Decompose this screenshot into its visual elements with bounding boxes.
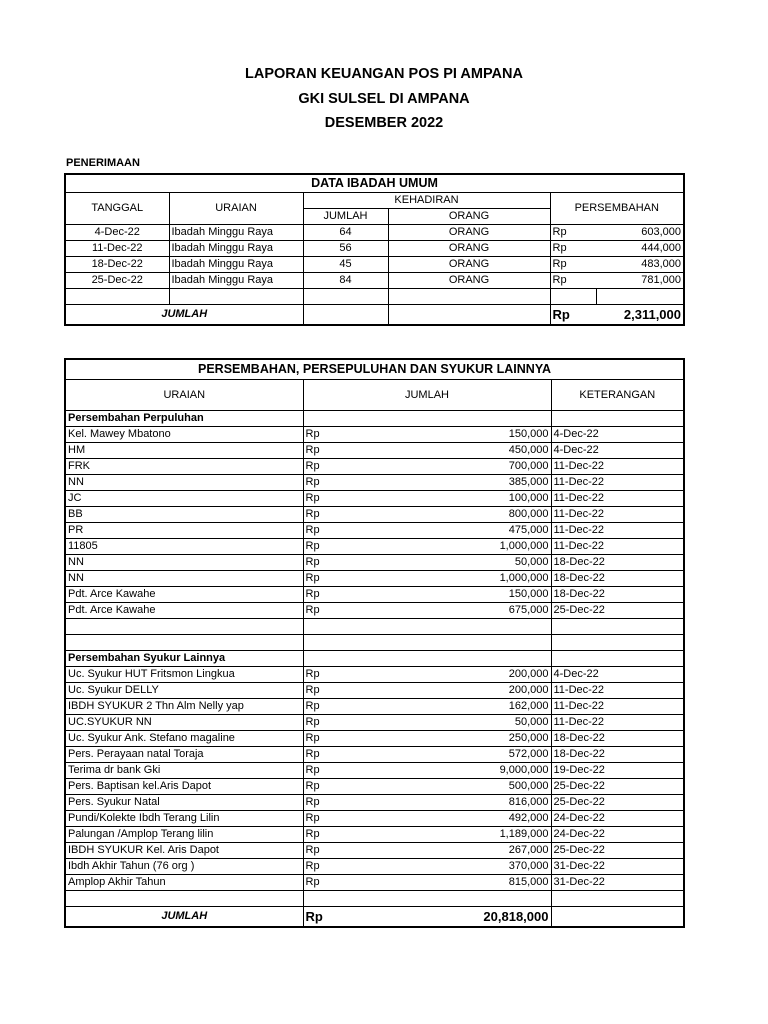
- row-rp: Rp: [303, 859, 433, 875]
- row-keterangan: 18-Dec-22: [551, 747, 684, 763]
- row-amount: 1,000,000: [433, 571, 551, 587]
- report-title-line1: LAPORAN KEUANGAN POS PI AMPANA: [245, 66, 523, 82]
- ibadah-uraian: Ibadah Minggu Raya: [169, 241, 303, 257]
- persembahan-row: [65, 811, 684, 827]
- ibadah-header-row: [65, 193, 684, 209]
- row-amount: 815,000: [433, 875, 551, 891]
- row-uraian: NN: [65, 555, 303, 571]
- row-amount: 450,000: [433, 443, 551, 459]
- row-uraian: IBDH SYUKUR Kel. Aris Dapot: [65, 843, 303, 859]
- row-rp: Rp: [303, 475, 433, 491]
- row-uraian: UC.SYUKUR NN: [65, 715, 303, 731]
- row-keterangan: 11-Dec-22: [551, 507, 684, 523]
- persembahan-row: [65, 699, 684, 715]
- row-keterangan: 25-Dec-22: [551, 779, 684, 795]
- ibadah-row: [65, 225, 684, 241]
- row-uraian: IBDH SYUKUR 2 Thn Alm Nelly yap: [65, 699, 303, 715]
- ibadah-title: DATA IBADAH UMUM: [65, 174, 684, 193]
- row-amount: 500,000: [433, 779, 551, 795]
- row-amount: 1,189,000: [433, 827, 551, 843]
- row-keterangan: 31-Dec-22: [551, 875, 684, 891]
- persembahan-row: [65, 475, 684, 491]
- row-rp: Rp: [303, 715, 433, 731]
- row-keterangan: 18-Dec-22: [551, 731, 684, 747]
- persembahan-table: [64, 358, 685, 928]
- row-amount: 700,000: [433, 459, 551, 475]
- row-keterangan: 4-Dec-22: [551, 427, 684, 443]
- row-keterangan: 11-Dec-22: [551, 715, 684, 731]
- col-tanggal: TANGGAL: [65, 193, 169, 225]
- report-title-line3: DESEMBER 2022: [324, 115, 444, 131]
- ibadah-tanggal: 4-Dec-22: [65, 225, 169, 241]
- row-rp: Rp: [303, 427, 433, 443]
- ibadah-total-label: JUMLAH: [65, 305, 303, 326]
- ibadah-amount: 444,000: [596, 241, 684, 257]
- section1-label-row: [65, 411, 684, 427]
- persembahan-title: PERSEMBAHAN, PERSEPULUHAN DAN SYUKUR LAINNYA: [65, 359, 684, 380]
- row-amount: 475,000: [433, 523, 551, 539]
- ibadah-empty-row: [65, 289, 684, 305]
- penerimaan-label: PENERIMAAN: [66, 157, 140, 169]
- row-keterangan: 18-Dec-22: [551, 587, 684, 603]
- persembahan-row: [65, 763, 684, 779]
- col-jumlah-2: JUMLAH: [303, 380, 551, 411]
- row-rp: Rp: [303, 523, 433, 539]
- row-keterangan: 31-Dec-22: [551, 859, 684, 875]
- row-rp: Rp: [303, 811, 433, 827]
- persembahan-row: [65, 875, 684, 891]
- empty-row: [65, 619, 684, 635]
- row-rp: Rp: [303, 491, 433, 507]
- ibadah-tanggal: 18-Dec-22: [65, 257, 169, 273]
- ibadah-orang: ORANG: [388, 257, 550, 273]
- row-rp: Rp: [303, 507, 433, 523]
- row-amount: 816,000: [433, 795, 551, 811]
- row-uraian: Pers. Baptisan kel.Aris Dapot: [65, 779, 303, 795]
- row-amount: 250,000: [433, 731, 551, 747]
- row-rp: Rp: [303, 443, 433, 459]
- row-keterangan: 24-Dec-22: [551, 827, 684, 843]
- row-keterangan: 11-Dec-22: [551, 683, 684, 699]
- row-amount: 800,000: [433, 507, 551, 523]
- persembahan-row: [65, 827, 684, 843]
- persembahan-row: [65, 731, 684, 747]
- col-uraian-2: URAIAN: [65, 380, 303, 411]
- persembahan-total-amount: 20,818,000: [433, 907, 551, 928]
- persembahan-row: [65, 843, 684, 859]
- row-amount: 50,000: [433, 715, 551, 731]
- persembahan-row: [65, 523, 684, 539]
- row-keterangan: 18-Dec-22: [551, 555, 684, 571]
- section1-label: Persembahan Perpuluhan: [65, 411, 303, 427]
- row-amount: 50,000: [433, 555, 551, 571]
- row-uraian: PR: [65, 523, 303, 539]
- persembahan-row: [65, 859, 684, 875]
- row-uraian: Pdt. Arce Kawahe: [65, 587, 303, 603]
- row-uraian: NN: [65, 571, 303, 587]
- row-keterangan: 11-Dec-22: [551, 475, 684, 491]
- row-rp: Rp: [303, 699, 433, 715]
- row-amount: 267,000: [433, 843, 551, 859]
- ibadah-row: [65, 257, 684, 273]
- col-uraian: URAIAN: [169, 193, 303, 225]
- persembahan-row: [65, 571, 684, 587]
- ibadah-rp: Rp: [550, 257, 596, 273]
- persembahan-row: [65, 683, 684, 699]
- row-uraian: Amplop Akhir Tahun: [65, 875, 303, 891]
- row-rp: Rp: [303, 779, 433, 795]
- row-keterangan: 18-Dec-22: [551, 571, 684, 587]
- ibadah-uraian: Ibadah Minggu Raya: [169, 257, 303, 273]
- empty-row: [65, 891, 684, 907]
- row-uraian: 11805: [65, 539, 303, 555]
- persembahan-total-row: [65, 907, 684, 928]
- row-rp: Rp: [303, 667, 433, 683]
- ibadah-amount: 781,000: [596, 273, 684, 289]
- row-keterangan: 11-Dec-22: [551, 539, 684, 555]
- row-amount: 150,000: [433, 587, 551, 603]
- row-rp: Rp: [303, 539, 433, 555]
- row-amount: 162,000: [433, 699, 551, 715]
- row-amount: 492,000: [433, 811, 551, 827]
- persembahan-total-rp: Rp: [303, 907, 433, 928]
- ibadah-row: [65, 273, 684, 289]
- row-keterangan: 4-Dec-22: [551, 667, 684, 683]
- ibadah-total-amount: 2,311,000: [596, 305, 684, 326]
- ibadah-jumlah: 56: [303, 241, 388, 257]
- persembahan-row: [65, 747, 684, 763]
- row-rp: Rp: [303, 731, 433, 747]
- row-uraian: Pers. Syukur Natal: [65, 795, 303, 811]
- row-amount: 572,000: [433, 747, 551, 763]
- col-persembahan: PERSEMBAHAN: [550, 193, 684, 225]
- ibadah-uraian: Ibadah Minggu Raya: [169, 225, 303, 241]
- row-rp: Rp: [303, 683, 433, 699]
- row-rp: Rp: [303, 459, 433, 475]
- persembahan-row: [65, 779, 684, 795]
- col-keterangan: KETERANGAN: [551, 380, 684, 411]
- row-uraian: Uc. Syukur HUT Fritsmon Lingkua: [65, 667, 303, 683]
- ibadah-rp: Rp: [550, 225, 596, 241]
- row-keterangan: 4-Dec-22: [551, 443, 684, 459]
- section2-label: Persembahan Syukur Lainnya: [65, 651, 303, 667]
- persembahan-row: [65, 715, 684, 731]
- row-rp: Rp: [303, 571, 433, 587]
- row-keterangan: 11-Dec-22: [551, 523, 684, 539]
- row-keterangan: 11-Dec-22: [551, 459, 684, 475]
- row-uraian: Pers. Perayaan natal Toraja: [65, 747, 303, 763]
- row-rp: Rp: [303, 843, 433, 859]
- row-uraian: Uc. Syukur Ank. Stefano magaline: [65, 731, 303, 747]
- ibadah-row: [65, 241, 684, 257]
- row-keterangan: 19-Dec-22: [551, 763, 684, 779]
- persembahan-title-row: [65, 359, 684, 380]
- persembahan-row: [65, 667, 684, 683]
- col-kehadiran: KEHADIRAN: [303, 193, 550, 209]
- report-title-line2: GKI SULSEL DI AMPANA: [298, 91, 470, 107]
- row-rp: Rp: [303, 587, 433, 603]
- ibadah-orang: ORANG: [388, 273, 550, 289]
- row-uraian: JC: [65, 491, 303, 507]
- row-uraian: Uc. Syukur DELLY: [65, 683, 303, 699]
- row-uraian: Pdt. Arce Kawahe: [65, 603, 303, 619]
- persembahan-row: [65, 795, 684, 811]
- persembahan-row: [65, 555, 684, 571]
- persembahan-row: [65, 539, 684, 555]
- row-rp: Rp: [303, 555, 433, 571]
- section2-label-row: [65, 651, 684, 667]
- ibadah-amount: 603,000: [596, 225, 684, 241]
- row-amount: 200,000: [433, 683, 551, 699]
- ibadah-uraian: Ibadah Minggu Raya: [169, 273, 303, 289]
- persembahan-row: [65, 459, 684, 475]
- row-amount: 385,000: [433, 475, 551, 491]
- ibadah-orang: ORANG: [388, 241, 550, 257]
- row-amount: 9,000,000: [433, 763, 551, 779]
- ibadah-table: [64, 173, 685, 326]
- row-amount: 675,000: [433, 603, 551, 619]
- row-uraian: HM: [65, 443, 303, 459]
- ibadah-jumlah: 84: [303, 273, 388, 289]
- persembahan-row: [65, 443, 684, 459]
- persembahan-total-label: JUMLAH: [65, 907, 303, 928]
- persembahan-row: [65, 603, 684, 619]
- ibadah-total-rp: Rp: [550, 305, 596, 326]
- row-amount: 200,000: [433, 667, 551, 683]
- ibadah-total-row: [65, 305, 684, 326]
- empty-row: [65, 635, 684, 651]
- row-uraian: Kel. Mawey Mbatono: [65, 427, 303, 443]
- row-uraian: Terima dr bank Gki: [65, 763, 303, 779]
- row-amount: 1,000,000: [433, 539, 551, 555]
- ibadah-jumlah: 45: [303, 257, 388, 273]
- row-amount: 100,000: [433, 491, 551, 507]
- row-keterangan: 11-Dec-22: [551, 491, 684, 507]
- col-orang: ORANG: [388, 209, 550, 225]
- col-jumlah: JUMLAH: [303, 209, 388, 225]
- row-rp: Rp: [303, 795, 433, 811]
- row-rp: Rp: [303, 827, 433, 843]
- ibadah-tanggal: 11-Dec-22: [65, 241, 169, 257]
- persembahan-row: [65, 587, 684, 603]
- ibadah-title-row: [65, 174, 684, 193]
- row-keterangan: 25-Dec-22: [551, 603, 684, 619]
- row-rp: Rp: [303, 603, 433, 619]
- ibadah-rp: Rp: [550, 241, 596, 257]
- row-rp: Rp: [303, 875, 433, 891]
- ibadah-amount: 483,000: [596, 257, 684, 273]
- ibadah-tanggal: 25-Dec-22: [65, 273, 169, 289]
- row-rp: Rp: [303, 763, 433, 779]
- row-uraian: NN: [65, 475, 303, 491]
- persembahan-row: [65, 427, 684, 443]
- persembahan-header-row: [65, 380, 684, 411]
- row-uraian: Ibdh Akhir Tahun (76 org ): [65, 859, 303, 875]
- ibadah-rp: Rp: [550, 273, 596, 289]
- row-amount: 150,000: [433, 427, 551, 443]
- persembahan-row: [65, 507, 684, 523]
- row-keterangan: 25-Dec-22: [551, 795, 684, 811]
- row-uraian: BB: [65, 507, 303, 523]
- row-amount: 370,000: [433, 859, 551, 875]
- row-uraian: Palungan /Amplop Terang lilin: [65, 827, 303, 843]
- persembahan-row: [65, 491, 684, 507]
- row-uraian: Pundi/Kolekte Ibdh Terang Lilin: [65, 811, 303, 827]
- ibadah-orang: ORANG: [388, 225, 550, 241]
- row-keterangan: 11-Dec-22: [551, 699, 684, 715]
- row-keterangan: 24-Dec-22: [551, 811, 684, 827]
- row-keterangan: 25-Dec-22: [551, 843, 684, 859]
- row-uraian: FRK: [65, 459, 303, 475]
- row-rp: Rp: [303, 747, 433, 763]
- ibadah-jumlah: 64: [303, 225, 388, 241]
